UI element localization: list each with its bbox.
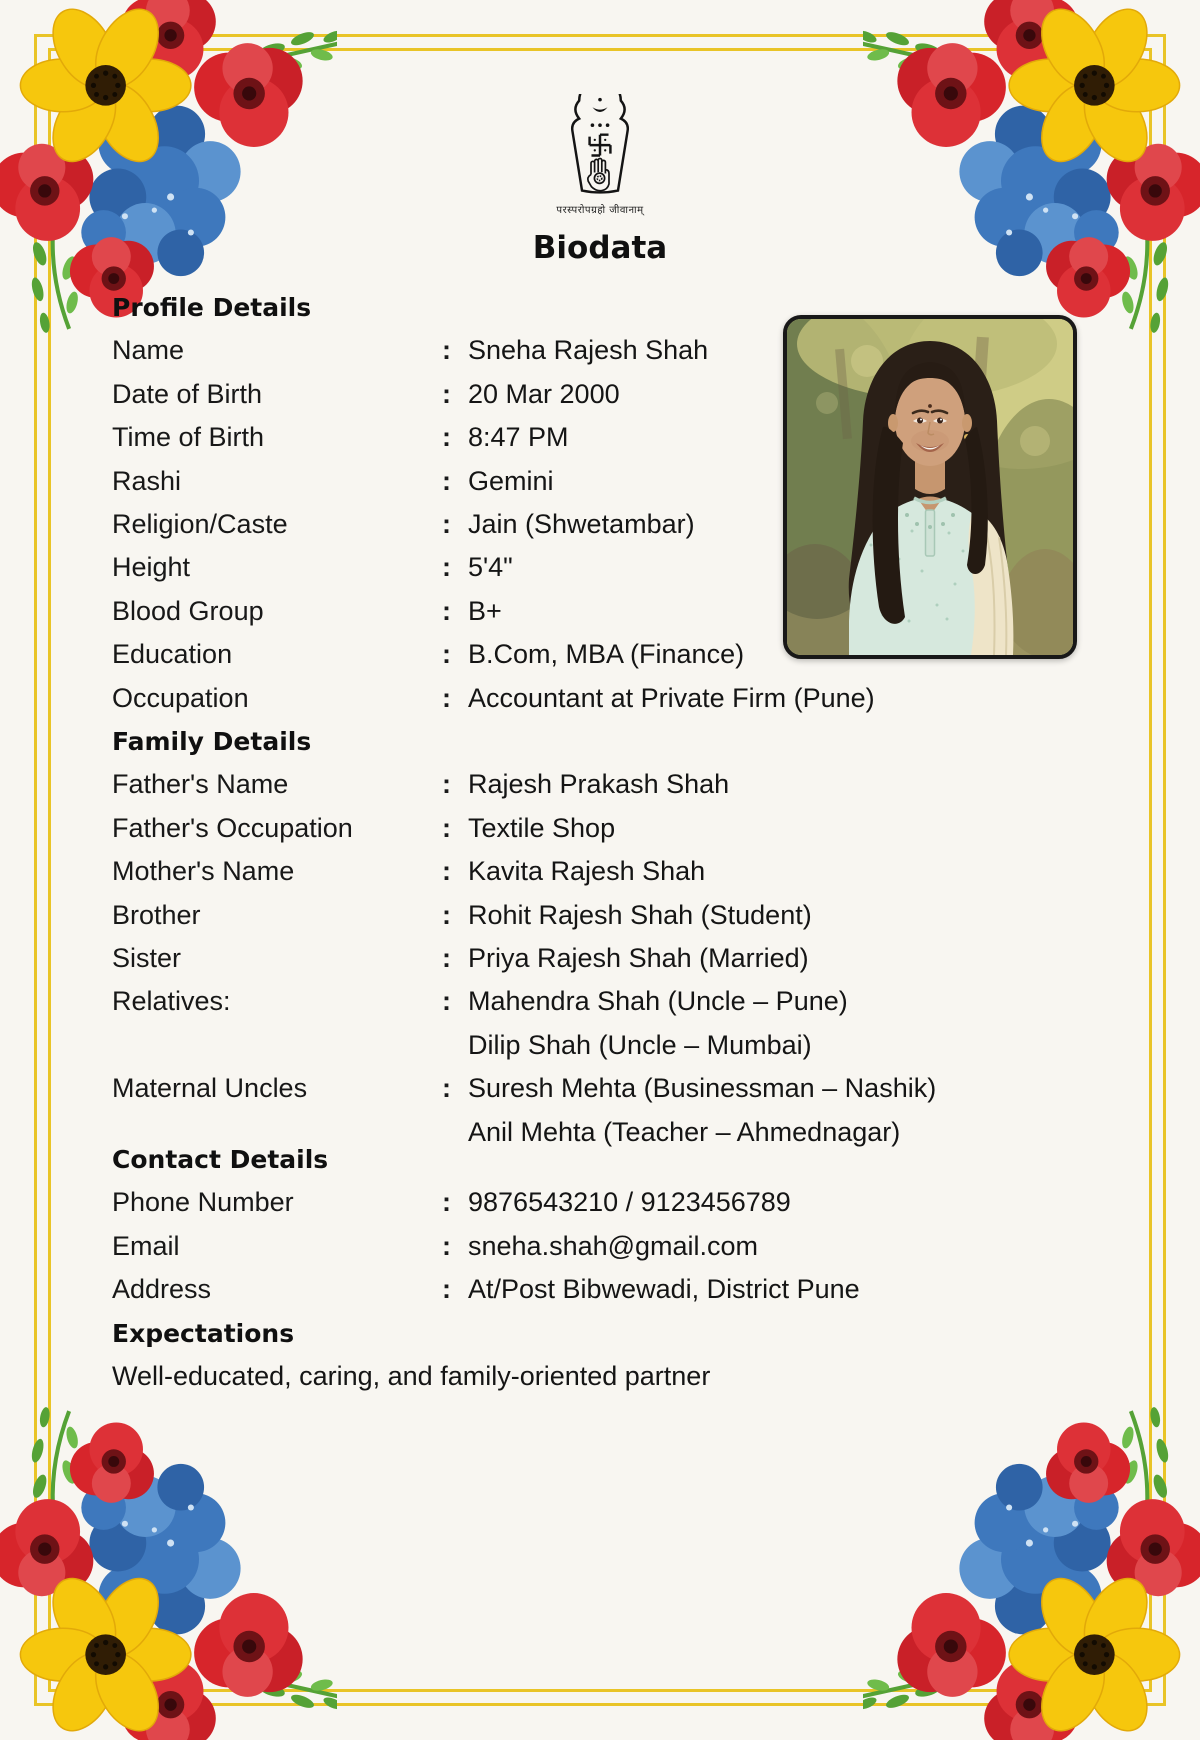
- section-heading: Contact Details: [112, 1145, 329, 1175]
- field-value-line: Mahendra Shah (Uncle – Pune): [468, 986, 848, 1017]
- field-value-line: sneha.shah@gmail.com: [468, 1230, 759, 1261]
- floral-corner-bottom-right: [863, 1403, 1200, 1740]
- jain-emblem-icon: [552, 94, 648, 200]
- red-poppy-icon: [194, 1593, 303, 1697]
- field-label: Address: [112, 1274, 212, 1305]
- field-value: [468, 980, 1122, 1067]
- field-colon: :: [442, 812, 451, 843]
- section-heading: Profile Details: [112, 293, 312, 322]
- field-label: Father's Name: [112, 769, 289, 800]
- field-value-line: Suresh Mehta (Businessman – Nashik): [468, 1073, 937, 1104]
- section-text: Well-educated, caring, and family-oriented partner: [112, 1361, 711, 1392]
- field-value-line: B+: [468, 595, 502, 626]
- field-colon: :: [442, 856, 451, 887]
- field-value: [468, 894, 1122, 937]
- field-value-line: 20 Mar 2000: [468, 378, 620, 409]
- field-colon: :: [442, 552, 451, 583]
- field-label: Height: [112, 552, 191, 583]
- field-colon: :: [442, 943, 451, 974]
- field-value-line: 9876543210 / 9123456789: [468, 1187, 791, 1218]
- field-row: [112, 1268, 1122, 1311]
- field-colon: :: [442, 595, 451, 626]
- field-label: Date of Birth: [112, 378, 263, 409]
- section-contact: [112, 1138, 1122, 1312]
- field-colon: :: [442, 335, 451, 366]
- field-label: Religion/Caste: [112, 509, 288, 540]
- field-colon: :: [442, 1274, 451, 1305]
- field-value: [468, 1268, 1122, 1311]
- field-value-line: Anil Mehta (Teacher – Ahmednagar): [468, 1116, 901, 1147]
- field-value-line: Jain (Shwetambar): [468, 509, 695, 540]
- field-colon: :: [442, 899, 451, 930]
- field-value-line: Accountant at Private Firm (Pune): [468, 682, 875, 713]
- field-label: Father's Occupation: [112, 812, 353, 843]
- field-value-line: At/Post Bibwewadi, District Pune: [468, 1274, 860, 1305]
- field-colon: :: [442, 769, 451, 800]
- field-row: [112, 980, 1122, 1067]
- field-label: Email: [112, 1230, 180, 1261]
- field-value-line: Rajesh Prakash Shah: [468, 769, 730, 800]
- field-colon: :: [442, 1187, 451, 1218]
- profile-photo-illustration: [787, 319, 1073, 655]
- red-poppy-icon: [1046, 1422, 1130, 1502]
- field-value-line: 5'4": [468, 552, 513, 583]
- field-value-line: Priya Rajesh Shah (Married): [468, 943, 809, 974]
- field-label: Blood Group: [112, 595, 264, 626]
- field-row: [112, 894, 1122, 937]
- field-colon: :: [442, 378, 451, 409]
- field-value-line: Kavita Rajesh Shah: [468, 856, 706, 887]
- field-colon: :: [442, 422, 451, 453]
- field-label: Maternal Uncles: [112, 1073, 308, 1104]
- section-heading: Expectations: [112, 1318, 295, 1348]
- field-value-line: Textile Shop: [468, 812, 616, 843]
- field-value: [468, 1225, 1122, 1268]
- field-row: [112, 677, 1122, 720]
- document-header: [0, 94, 1200, 266]
- field-colon: :: [442, 509, 451, 540]
- field-value: [468, 807, 1122, 850]
- red-poppy-icon: [897, 1593, 1006, 1697]
- field-row: [112, 1225, 1122, 1268]
- emblem-caption: परस्परोपग्रहो जीवानाम्: [556, 205, 644, 216]
- floral-corner-bottom-left: [0, 1403, 337, 1740]
- field-label: Sister: [112, 943, 182, 974]
- section-family: [112, 720, 1122, 1154]
- red-poppy-icon: [70, 1422, 154, 1502]
- field-label: Occupation: [112, 682, 249, 713]
- field-value-line: Rohit Rajesh Shah (Student): [468, 899, 812, 930]
- field-colon: :: [442, 682, 451, 713]
- field-value: [468, 1181, 1122, 1224]
- swastika-icon: [590, 135, 611, 156]
- field-row: [112, 850, 1122, 893]
- ahimsa-hand-icon: [588, 158, 609, 190]
- field-label: Phone Number: [112, 1187, 294, 1218]
- field-row: [112, 807, 1122, 850]
- field-colon: :: [442, 1230, 451, 1261]
- field-label: Education: [112, 639, 233, 670]
- field-value-line: Gemini: [468, 465, 554, 496]
- field-row: [112, 1181, 1122, 1224]
- field-colon: :: [442, 1073, 451, 1104]
- field-label: Brother: [112, 899, 201, 930]
- field-colon: :: [442, 639, 451, 670]
- profile-photo: [783, 315, 1077, 659]
- field-value: [468, 763, 1122, 806]
- page-title: Biodata: [532, 230, 668, 266]
- field-row: [112, 937, 1122, 980]
- field-value: [468, 1067, 1122, 1154]
- field-value-line: Dilip Shah (Uncle – Mumbai): [468, 1029, 812, 1060]
- field-colon: :: [442, 986, 451, 1017]
- field-label: Name: [112, 335, 185, 366]
- field-value: [468, 937, 1122, 980]
- field-value-line: 8:47 PM: [468, 422, 569, 453]
- field-label: Mother's Name: [112, 856, 295, 887]
- field-label: Rashi: [112, 465, 182, 496]
- field-label: Relatives:: [112, 986, 231, 1017]
- field-label: Time of Birth: [112, 422, 265, 453]
- field-row: [112, 763, 1122, 806]
- field-value: [468, 677, 1122, 720]
- field-value: [468, 850, 1122, 893]
- section-expectations: [112, 1312, 1122, 1399]
- section-heading: Family Details: [112, 727, 312, 757]
- field-value-line: Sneha Rajesh Shah: [468, 335, 709, 366]
- field-value-line: B.Com, MBA (Finance): [468, 639, 745, 670]
- field-colon: :: [442, 465, 451, 496]
